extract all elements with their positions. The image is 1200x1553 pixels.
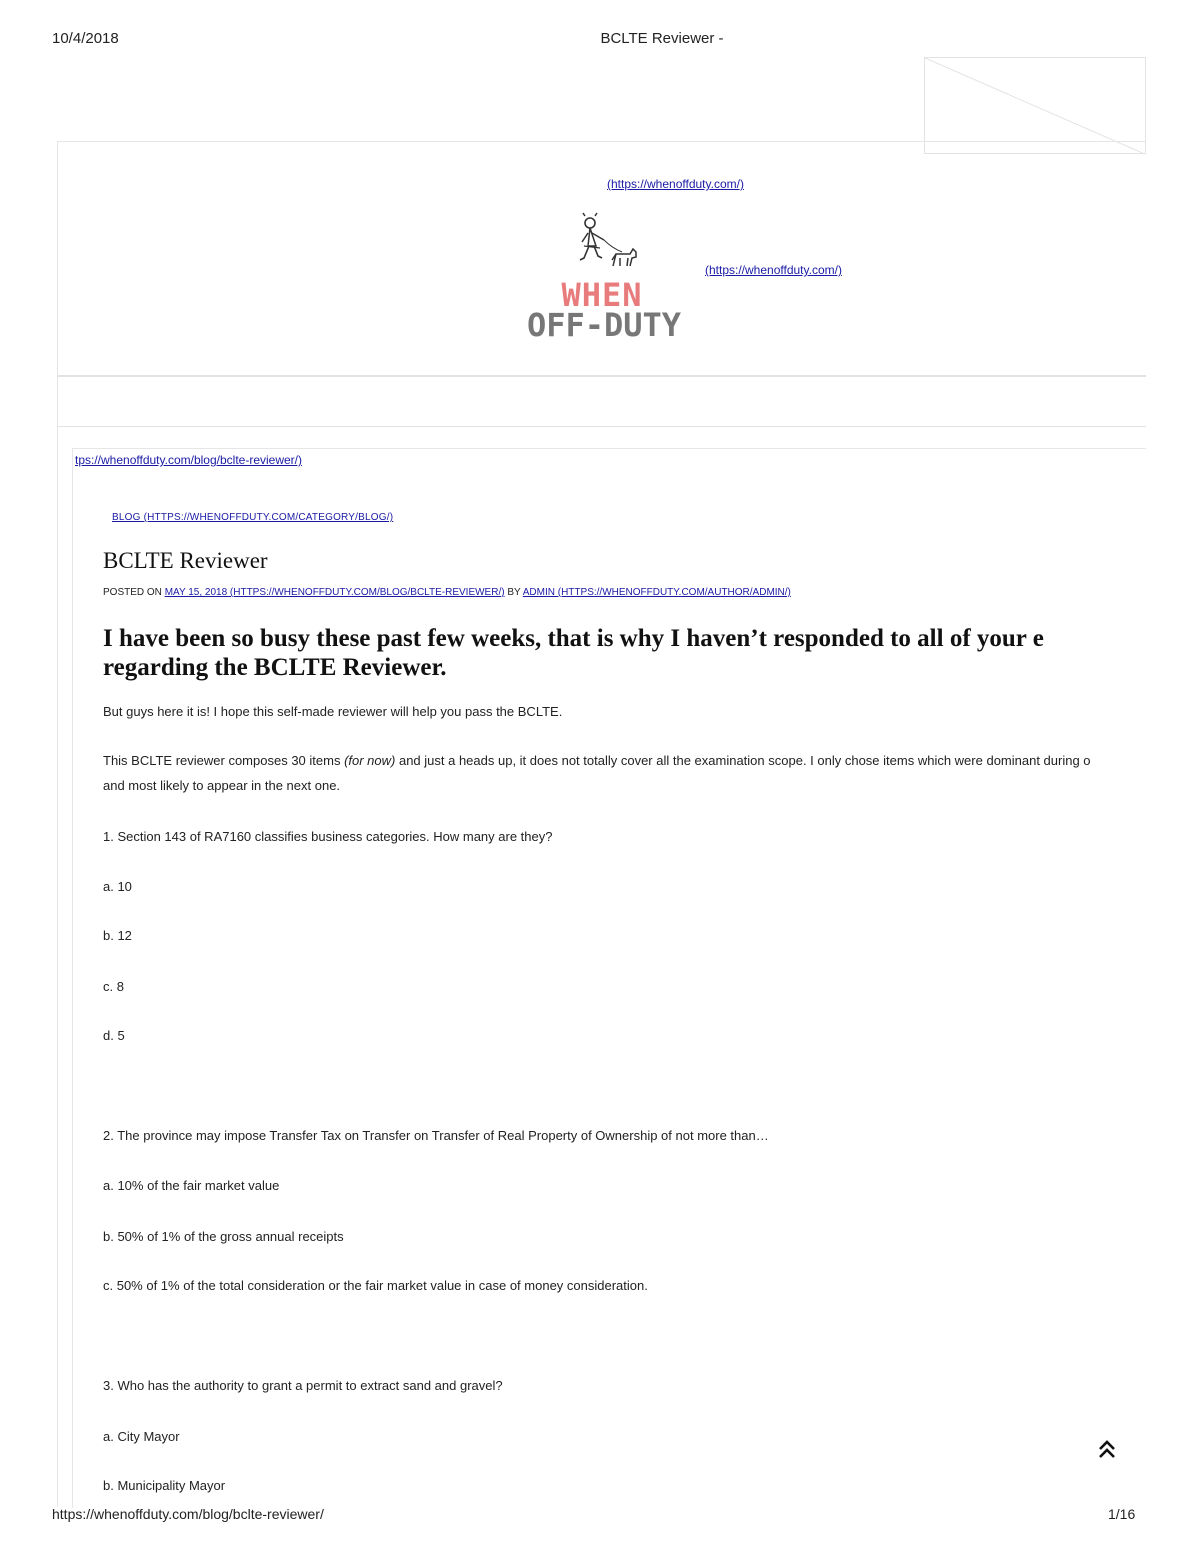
post-meta xyxy=(103,587,791,598)
question-1-choice-d: d. 5 xyxy=(103,1028,125,1043)
article-container xyxy=(72,448,1146,1508)
question-3: 3. Who has the authority to grant a permit to extract sand and gravel? xyxy=(103,1378,503,1393)
question-1-choice-a: a. 10 xyxy=(103,879,132,894)
question-1: 1. Section 143 of RA7160 classifies business categories. How many are they? xyxy=(103,829,553,844)
intro-paragraph: But guys here it is! I hope this self-made reviewer will help you pass the BCLTE. xyxy=(103,704,563,719)
question-2-choice-c: c. 50% of 1% of the total consideration or the fair market value in case of money consideration. xyxy=(103,1278,648,1293)
scope-paragraph xyxy=(103,748,1146,798)
site-nav-bar xyxy=(57,377,1146,427)
scope-line-2: and most likely to appear in the next one. xyxy=(103,778,341,793)
question-3-choice-b: b. Municipality Mayor xyxy=(103,1478,226,1493)
question-3-choice-a: a. City Mayor xyxy=(103,1429,180,1444)
scope-line-1 xyxy=(103,748,1146,773)
by-label: BY xyxy=(507,587,521,598)
print-page-title: BCLTE Reviewer - xyxy=(600,30,724,47)
question-1-choice-c: c. 8 xyxy=(103,979,124,994)
category-link-blog[interactable]: BLOG (HTTPS://WHENOFFDUTY.COM/CATEGORY/BLOG/) xyxy=(112,512,394,523)
scope-italic: (for now) xyxy=(344,753,396,768)
post-lead-heading xyxy=(103,624,1146,682)
article-permalink[interactable]: tps://whenoffduty.com/blog/bclte-reviewer/) xyxy=(75,453,302,467)
home-link-top[interactable]: (https://whenoffduty.com/) xyxy=(607,177,744,191)
logo-text-off-duty: OFF-DUTY xyxy=(526,306,682,344)
print-page-number: 1/16 xyxy=(1108,1506,1136,1522)
question-2: 2. The province may impose Transfer Tax on Transfer on Transfer of Real Property of Ownership of not more than… xyxy=(103,1128,769,1143)
post-date-link[interactable]: MAY 15, 2018 (HTTPS://WHENOFFDUTY.COM/BLOG/BCLTE-REVIEWER/) xyxy=(164,587,505,598)
posted-on-label: POSTED ON xyxy=(103,587,162,598)
lead-line-2: regarding the BCLTE Reviewer. xyxy=(103,654,447,681)
lead-line-1: I have been so busy these past few weeks, that is why I haven’t responded to all of your e xyxy=(103,625,1044,652)
scope-text-b: and just a heads up, it does not totally cover all the examination scope. I only chose items which were dominant during o xyxy=(395,753,1091,768)
placeholder-diagonal-icon xyxy=(925,58,1146,154)
post-title: BCLTE Reviewer xyxy=(103,548,268,573)
home-link-right[interactable]: (https://whenoffduty.com/) xyxy=(705,263,842,277)
question-2-choice-a: a. 10% of the fair market value xyxy=(103,1178,280,1193)
post-author-link[interactable]: ADMIN (HTTPS://WHENOFFDUTY.COM/AUTHOR/ADMIN/) xyxy=(522,587,791,598)
scope-text-a: This BCLTE reviewer composes 30 items xyxy=(103,753,345,768)
logo-text-when: WHEN xyxy=(561,276,643,314)
scroll-to-top-button[interactable] xyxy=(1094,1436,1120,1462)
print-date: 10/4/2018 xyxy=(52,30,119,47)
question-2-choice-b: b. 50% of 1% of the gross annual receipts xyxy=(103,1229,344,1244)
corner-placeholder-image xyxy=(924,57,1146,154)
person-walking-dog-icon xyxy=(512,212,698,282)
print-footer-url: https://whenoffduty.com/blog/bclte-reviewer/ xyxy=(52,1506,324,1522)
question-1-choice-b: b. 12 xyxy=(103,928,132,943)
double-chevron-up-icon xyxy=(1094,1436,1120,1462)
